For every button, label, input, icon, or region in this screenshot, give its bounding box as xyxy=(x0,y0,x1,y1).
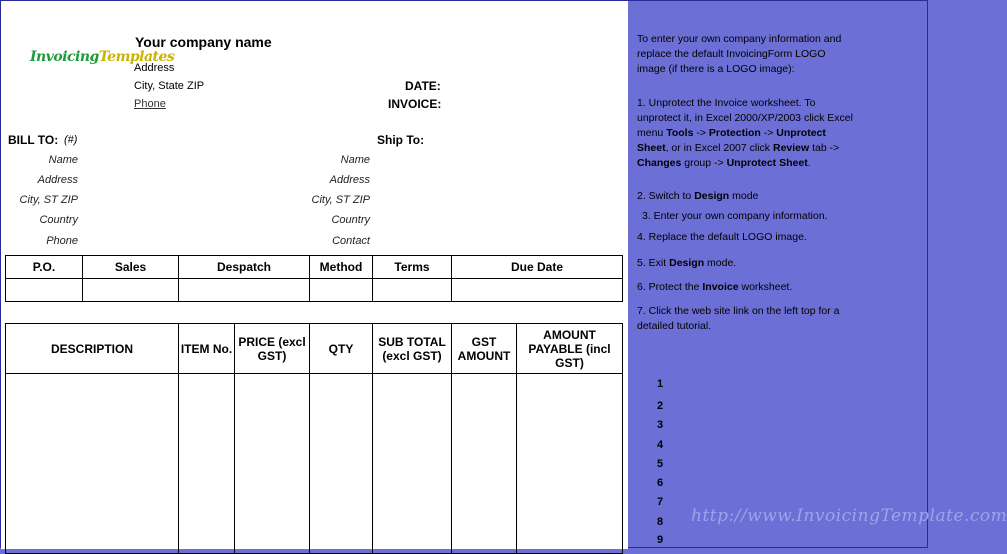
po-cell[interactable] xyxy=(6,279,83,302)
instructions-step-6 xyxy=(637,280,857,295)
due-date-cell[interactable] xyxy=(452,279,623,302)
header-price: PRICE (excl GST) xyxy=(235,324,310,374)
row-number: 2 xyxy=(657,400,664,412)
ship-to-contact: Contact xyxy=(332,235,370,247)
items-table xyxy=(5,323,623,554)
company-address[interactable]: Address xyxy=(134,62,175,74)
bill-to-phone: Phone xyxy=(46,235,78,247)
instructions-step-2 xyxy=(637,189,857,204)
date-label: DATE: xyxy=(405,79,441,93)
header-gst-amount: GST AMOUNT xyxy=(452,324,517,374)
company-city[interactable]: City, State ZIP xyxy=(134,80,205,92)
instructions-step-4: 4. Replace the default LOGO image. xyxy=(637,231,807,243)
step1-review: Review xyxy=(772,142,810,154)
step6-invoice: Invoice xyxy=(702,281,739,293)
header-item-no: ITEM No. xyxy=(179,324,235,374)
qty-cell[interactable] xyxy=(310,374,373,554)
header-amount-payable: AMOUNT PAYABLE (incl GST) xyxy=(517,324,623,374)
header-sub-total: SUB TOTAL (excl GST) xyxy=(373,324,452,374)
sales-cell[interactable] xyxy=(83,279,179,302)
step2-text-b: mode xyxy=(729,190,759,202)
header-sales: Sales xyxy=(83,256,179,279)
step1-text-f: group -> xyxy=(681,157,727,169)
row-number: 8 xyxy=(657,516,664,528)
step1-protection: Protection xyxy=(708,127,761,139)
instructions-step-1 xyxy=(637,96,857,171)
bill-to-address: Address xyxy=(37,174,78,186)
step1-unprotect-sheet-2: Unprotect Sheet xyxy=(726,157,808,169)
company-name[interactable]: Your company name xyxy=(135,34,272,50)
step1-text-a: 1. Unprotect the Invoice worksheet. To unprotect it, in Excel 2000/XP/2003 click Excel menu xyxy=(637,97,853,139)
step1-text-g: . xyxy=(807,157,811,169)
header-method: Method xyxy=(310,256,373,279)
bill-to-city: City, ST ZIP xyxy=(19,194,78,206)
step5-design: Design xyxy=(669,257,705,269)
step1-text-d: , or in Excel 2007 click xyxy=(665,142,773,154)
instructions-step-5 xyxy=(637,256,857,271)
ship-to-country: Country xyxy=(331,214,370,226)
header-due-date: Due Date xyxy=(452,256,623,279)
bill-to-hash: (#) xyxy=(64,134,78,146)
invoice-label: INVOICE: xyxy=(388,97,442,111)
logo-part-2: Templates xyxy=(98,49,175,65)
step2-text-a: 2. Switch to xyxy=(637,190,695,202)
amount-payable-cell[interactable] xyxy=(517,374,623,554)
row-number: 5 xyxy=(657,458,664,470)
step1-text-b: -> xyxy=(693,127,709,139)
row-number: 3 xyxy=(657,419,664,431)
ship-to-city: City, ST ZIP xyxy=(311,194,370,206)
ship-to-label: Ship To: xyxy=(377,133,425,147)
invoice-sheet xyxy=(1,1,628,549)
step1-unprotect-sheet: Unprotect Sheet xyxy=(637,127,826,154)
instructions-step-7: 7. Click the web site link on the left top for a detailed tutorial. xyxy=(637,305,840,332)
order-table xyxy=(5,255,623,302)
order-value-row xyxy=(6,279,623,302)
items-header-row xyxy=(6,324,623,374)
row-number: 6 xyxy=(657,477,664,489)
step1-changes: Changes xyxy=(637,157,682,169)
step1-text-e: tab -> xyxy=(809,142,840,154)
description-cell[interactable] xyxy=(6,374,179,554)
ship-to-address: Address xyxy=(329,174,370,186)
despatch-cell[interactable] xyxy=(179,279,310,302)
step6-text-b: worksheet. xyxy=(738,281,793,293)
row-number: 7 xyxy=(657,496,664,508)
sub-total-cell[interactable] xyxy=(373,374,452,554)
item-no-cell[interactable] xyxy=(179,374,235,554)
instructions-panel xyxy=(628,1,929,549)
items-body-row xyxy=(6,374,623,554)
step2-design: Design xyxy=(694,190,730,202)
step1-text-c: -> xyxy=(760,127,777,139)
step1-tools: Tools xyxy=(666,127,694,139)
step5-text-a: 5. Exit xyxy=(637,257,670,269)
logo-part-1: Invoicing xyxy=(30,49,99,65)
row-number: 1 xyxy=(657,378,664,390)
company-phone[interactable]: Phone xyxy=(134,98,166,110)
row-number: 9 xyxy=(657,534,664,546)
row-number: 4 xyxy=(657,439,664,451)
instructions-intro: To enter your own company information and replace the default InvoicingForm LOGO image (if there is a LOGO image): xyxy=(637,33,842,75)
ship-to-name: Name xyxy=(340,154,370,166)
watermark-link[interactable]: http://www.InvoicingTemplate.com xyxy=(691,506,1007,526)
bill-to-country: Country xyxy=(39,214,78,226)
order-header-row xyxy=(6,256,623,279)
header-despatch: Despatch xyxy=(179,256,310,279)
step6-text-a: 6. Protect the xyxy=(637,281,703,293)
header-description: DESCRIPTION xyxy=(6,324,179,374)
header-terms: Terms xyxy=(373,256,452,279)
price-cell[interactable] xyxy=(235,374,310,554)
step5-text-b: mode. xyxy=(704,257,737,269)
bill-to-name: Name xyxy=(48,154,78,166)
instructions-step-3: 3. Enter your own company information. xyxy=(642,210,828,222)
header-po: P.O. xyxy=(6,256,83,279)
gst-amount-cell[interactable] xyxy=(452,374,517,554)
terms-cell[interactable] xyxy=(373,279,452,302)
method-cell[interactable] xyxy=(310,279,373,302)
header-qty: QTY xyxy=(310,324,373,374)
bill-to-label: BILL TO: xyxy=(8,133,59,147)
